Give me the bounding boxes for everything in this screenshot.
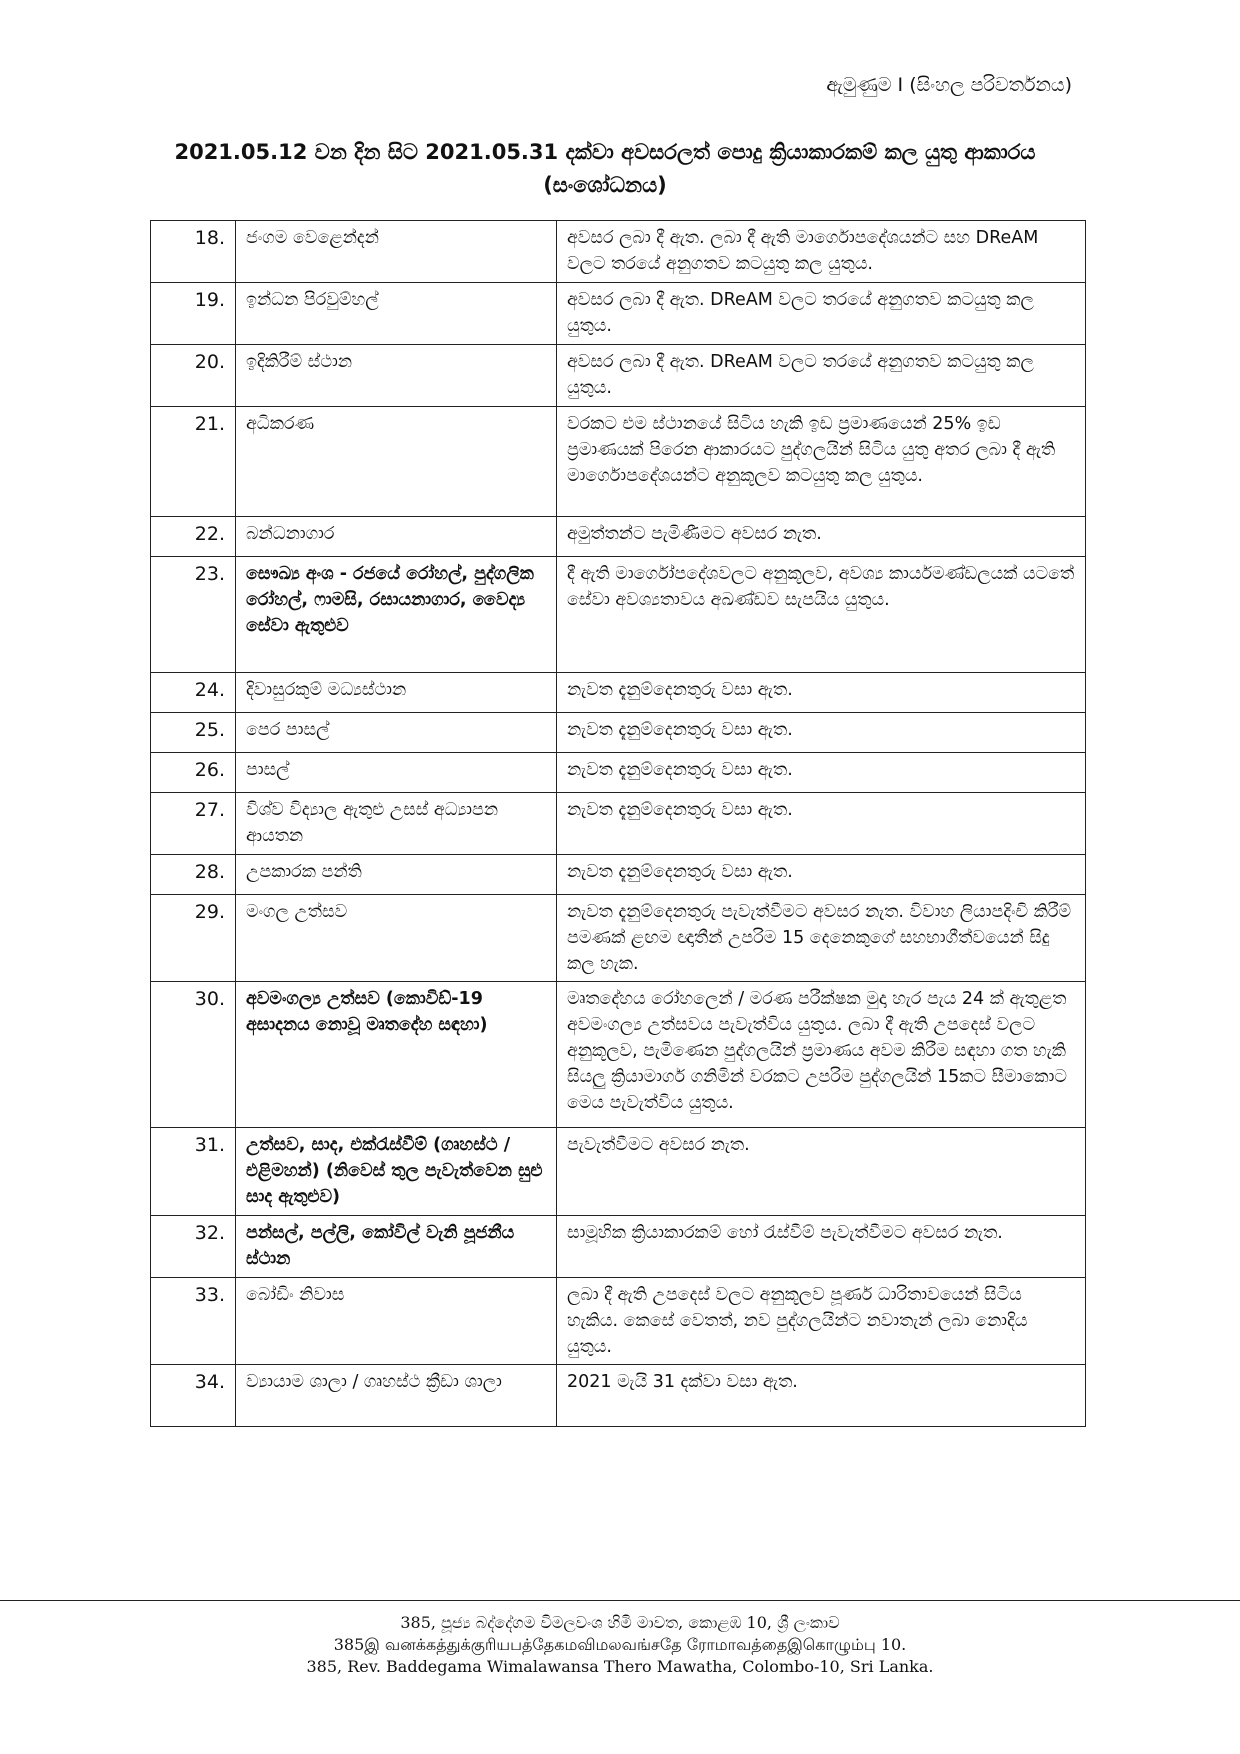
- activities-table: [150, 220, 1086, 1427]
- row-category: බෝඩිං නිවාස: [236, 1278, 557, 1365]
- row-number: 33.: [151, 1278, 236, 1365]
- table-row: [151, 895, 1086, 982]
- footer-address-sinhala: 385, පූජ්‍ය බද්දේගම විමලවංශ හිමි මාවත, කොළඹ 10, ශ්‍රී ලංකාව: [400, 1613, 840, 1632]
- row-description: මෘතදේහය රෝහලෙන් / මරණ පරීක්ෂක මුදා හැර පැය 24 ක් ඇතුළත අවමංගල්‍ය උත්සවය පැවැත්විය යුතුය. ලබා දී ඇති උපදෙස් වලට අනුකූලව, පැමිණෙන පුද්ගලයින් ප්‍රමාණය අවම කිරීම සඳහා ගත හැකි සියලු ක්‍රියාමාර්ග ගනිමින් වරකට උපරිම පුද්ගලයින් 15කට සීමාකොට මෙය පැවැත්විය යුතුය.: [557, 982, 1086, 1128]
- row-number: 19.: [151, 283, 236, 345]
- footer-address: [0, 1612, 1240, 1678]
- row-category: මංගල උත්සව: [236, 895, 557, 982]
- table-row: [151, 283, 1086, 345]
- table-row: [151, 1278, 1086, 1365]
- row-category: අධිකරණ: [236, 407, 557, 517]
- table-row: [151, 713, 1086, 753]
- row-number: 28.: [151, 855, 236, 895]
- table-row: [151, 557, 1086, 673]
- table-row: [151, 1128, 1086, 1216]
- row-number: 34.: [151, 1365, 236, 1427]
- table-row: [151, 345, 1086, 407]
- row-description: නැවත දැනුම්දෙනතුරු පැවැත්වීමට අවසර නැත. විවාහ ලියාපදිංචි කිරීම් පමණක් ළඟම ඥාතීන් උපරිම 15 දෙනෙකුගේ සහභාගීත්වයෙන් සිදු කල හැක.: [557, 895, 1086, 982]
- row-category: ව්‍යායාම ශාලා / ගෘහස්ථ ක්‍රීඩා ශාලා: [236, 1365, 557, 1427]
- row-number: 21.: [151, 407, 236, 517]
- row-number: 23.: [151, 557, 236, 673]
- row-description: 2021 මැයි 31 දක්වා වසා ඇත.: [557, 1365, 1086, 1427]
- row-number: 20.: [151, 345, 236, 407]
- title-line-2: (සංශෝධනය): [543, 173, 667, 197]
- row-description: සාමූහික ක්‍රියාකාරකම් හෝ රැස්වීම් පැවැත්වීමට අවසර නැත.: [557, 1216, 1086, 1278]
- row-number: 31.: [151, 1128, 236, 1216]
- row-number: 25.: [151, 713, 236, 753]
- table-row: [151, 221, 1086, 283]
- table-row: [151, 753, 1086, 793]
- row-number: 27.: [151, 793, 236, 855]
- row-description: නැවත දැනුම්දෙනතුරු වසා ඇත.: [557, 713, 1086, 753]
- row-description: නැවත දැනුම්දෙනතුරු වසා ඇත.: [557, 855, 1086, 895]
- title-line-1: 2021.05.12 වන දින සිට 2021.05.31 දක්වා අවසරලත් පොදු ක්‍රියාකාරකම් කල යුතු ආකාරය: [174, 140, 1036, 164]
- table-row: [151, 793, 1086, 855]
- row-category: ඉන්ධන පිරවුම්හල්: [236, 283, 557, 345]
- table-row: [151, 1216, 1086, 1278]
- table-row: [151, 1365, 1086, 1427]
- row-number: 30.: [151, 982, 236, 1128]
- table-row: [151, 517, 1086, 557]
- row-category: පෙර පාසල්: [236, 713, 557, 753]
- row-number: 22.: [151, 517, 236, 557]
- row-category: අවමංගල්‍ය උත්සව (කොවිඩ්-19 අසාදනය නොවූ මෘතදේහ සඳහා): [236, 982, 557, 1128]
- row-category: ඉදිකිරීම් ස්ථාන: [236, 345, 557, 407]
- row-category: විශ්ව විද්‍යාල ඇතුළු උසස් අධ්‍යාපන ආයතන: [236, 793, 557, 855]
- row-number: 26.: [151, 753, 236, 793]
- row-category: ජංගම වෙළෙන්දන්: [236, 221, 557, 283]
- row-description: දී ඇති මාර්ගෝපදේශවලට අනුකූලව, අවශ්‍ය කාර්යමණ්ඩලයක් යටතේ සේවා අවශ්‍යතාවය අඛණ්ඩව සැපයිය යුතුය.: [557, 557, 1086, 673]
- activities-table-body: [151, 221, 1086, 1427]
- row-number: 32.: [151, 1216, 236, 1278]
- row-category: උත්සව, සාද, එක්රැස්වීම් (ගෘහස්ථ / එළිමහන්) (නිවෙස් තුල පැවැත්වෙන සුළු සාද ඇතුළුව): [236, 1128, 557, 1216]
- row-number: 24.: [151, 673, 236, 713]
- footer-address-tamil: 385இ வனக்கத்துக்குரியபத்தேகமவிமலவங்சதே ரோமாவத்தைஇகொழும்பு 10.: [333, 1635, 907, 1654]
- footer-address-english: 385, Rev. Baddegama Wimalawansa Thero Mawatha, Colombo-10, Sri Lanka.: [306, 1657, 934, 1676]
- row-description: නැවත දැනුම්දෙනතුරු වසා ඇත.: [557, 793, 1086, 855]
- row-description: නැවත දැනුම්දෙනතුරු වසා ඇත.: [557, 753, 1086, 793]
- row-description: පැවැත්වීමට අවසර නැත.: [557, 1128, 1086, 1216]
- row-category: පන්සල්, පල්ලි, කෝවිල් වැනි පූජනීය ස්ථාන: [236, 1216, 557, 1278]
- footer-divider: [0, 1600, 1240, 1601]
- table-row: [151, 407, 1086, 517]
- annex-label: ඇමුණුම I (සිංහල පරිවර්තනය): [826, 74, 1072, 96]
- row-category: බන්ධනාගාර: [236, 517, 557, 557]
- row-category: පාසල්: [236, 753, 557, 793]
- row-category: සෞඛ්‍ය අංශ - රජයේ රෝහල්, පුද්ගලික රෝහල්, ෆාමසි, රසායනාගාර, වෛද්‍ය සේවා ඇතුළුව: [236, 557, 557, 673]
- row-category: දිවාසුරකුම් මධ්‍යස්ථාන: [236, 673, 557, 713]
- row-number: 29.: [151, 895, 236, 982]
- row-description: අවසර ලබා දී ඇත. ලබා දී ඇති මාර්ගොපදේශයන්ට සහ DReAM වලට තරයේ අනුගතව කටයුතු කල යුතුය.: [557, 221, 1086, 283]
- row-category: උපකාරක පන්ති: [236, 855, 557, 895]
- table-row: [151, 673, 1086, 713]
- row-description: වරකට එම ස්ථානයේ සිටිය හැකි ඉඩ ප්‍රමාණයෙන් 25% ඉඩ ප්‍රමාණයක් පිරෙන ආකාරයට පුද්ගලයින් සිටිය යුතු අතර ලබා දී ඇති මාර්ගොපදේශයන්ට අනුකූලව කටයුතු කල යුතුය.: [557, 407, 1086, 517]
- row-description: අවසර ලබා දී ඇත. DReAM වලට තරයේ අනුගතව කටයුතු කල යුතුය.: [557, 283, 1086, 345]
- row-description: නැවත දැනුම්දෙනතුරු වසා ඇත.: [557, 673, 1086, 713]
- table-row: [151, 855, 1086, 895]
- row-description: අවසර ලබා දී ඇත. DReAM වලට තරයේ අනුගතව කටයුතු කල යුතුය.: [557, 345, 1086, 407]
- document-title: [140, 136, 1070, 202]
- row-description: අමුත්තන්ට පැමිණීමට අවසර නැත.: [557, 517, 1086, 557]
- table-row: [151, 982, 1086, 1128]
- row-number: 18.: [151, 221, 236, 283]
- row-description: ලබා දී ඇති උපදෙස් වලට අනුකූලව පූර්ණ ධාරිතාවයෙන් සිටිය හැකිය. කෙසේ වෙතත්, නව පුද්ගලයින්ට නවාතැන් ලබා නොදිය යුතුය.: [557, 1278, 1086, 1365]
